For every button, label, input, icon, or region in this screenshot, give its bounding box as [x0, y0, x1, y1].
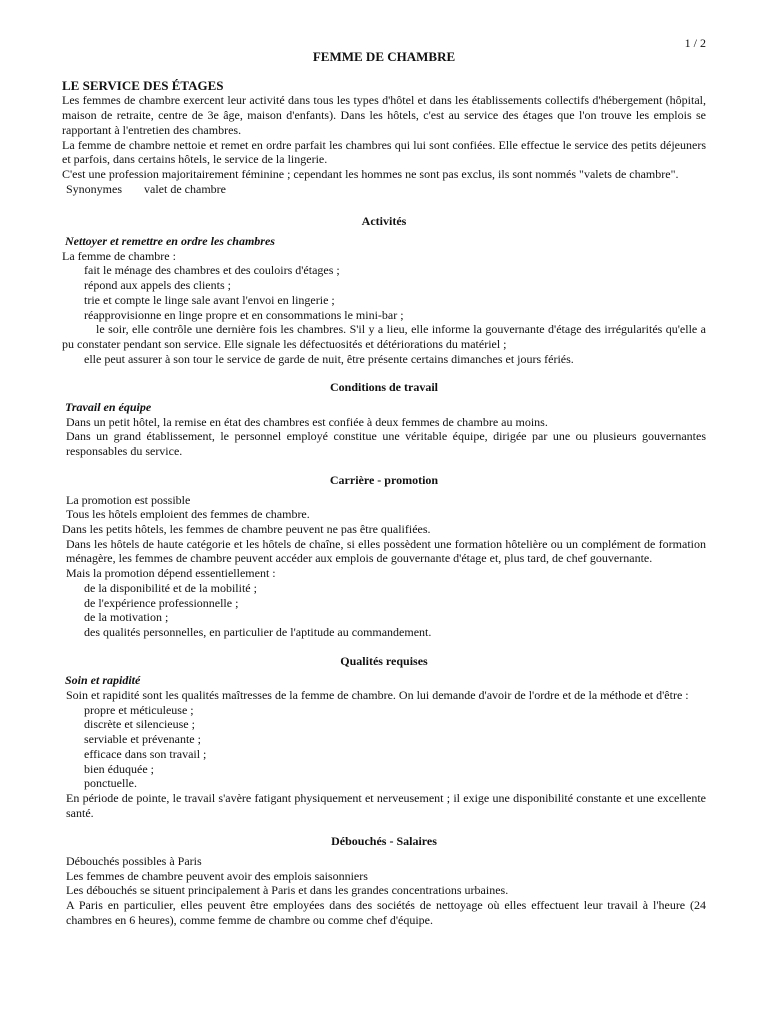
intro-paragraph: Les femmes de chambre exercent leur activité dans tous les types d'hôtel et dans les établissements collectifs d'hébergement (hôpital, maison de retraite, centre de 3e âge, maison d'enfants). Dans les hôtels, c'est au service des étages que l'on trouve les emplois se rapportant à l'entretien des chambres.	[62, 93, 706, 137]
subheading-qualites: Soin et rapidité	[65, 673, 141, 688]
subheading-activites: Nettoyer et remettre en ordre les chambres	[65, 234, 275, 249]
activites-lead: La femme de chambre :	[62, 248, 176, 263]
carriere-paragraph: Mais la promotion dépend essentiellement :	[66, 566, 276, 581]
section-heading-service: LE SERVICE DES ÉTAGES	[62, 77, 224, 93]
list-item: de la disponibilité et de la mobilité ;	[84, 580, 257, 595]
list-item: discrète et silencieuse ;	[84, 717, 195, 732]
list-item: serviable et prévenante ;	[84, 732, 201, 747]
document-body	[62, 50, 706, 928]
intro-paragraph: La femme de chambre nettoie et remet en ordre parfait les chambres qui lui sont confiées. Elle effectue le service des petits déjeuners et parfois, dans certains hôtels, le service de la lingerie.	[62, 137, 706, 167]
list-item: réapprovisionne en linge propre et en consommations le mini-bar ;	[84, 307, 404, 322]
conditions-paragraph: Dans un petit hôtel, la remise en état des chambres est confiée à deux femmes de chambre au moins.	[66, 414, 548, 429]
synonym-value: valet de chambre	[144, 181, 226, 196]
list-item: bien éduquée ;	[84, 761, 154, 776]
list-item: des qualités personnelles, en particulier de l'aptitude au commandement.	[84, 624, 432, 639]
document-title: FEMME DE CHAMBRE	[312, 49, 456, 64]
carriere-paragraph: Dans les petits hôtels, les femmes de chambre peuvent ne pas être qualifiées.	[62, 521, 431, 536]
debouches-paragraph: A Paris en particulier, elles peuvent être employées dans des sociétés de nettoyage où elles effectuent leur travail à l'heure (24 chambres en 6 heures), comme femme de chambre ou comme chef d'équipe.	[66, 898, 706, 927]
list-item: de l'expérience professionnelle ;	[84, 595, 239, 610]
list-item: propre et méticuleuse ;	[84, 702, 194, 717]
debouches-paragraph: Les femmes de chambre peuvent avoir des emplois saisonniers	[66, 868, 368, 883]
list-item: trie et compte le linge sale avant l'envoi en lingerie ;	[84, 292, 335, 307]
section-heading-debouches: Débouchés - Salaires	[331, 834, 437, 849]
intro-paragraph: C'est une profession majoritairement féminine ; cependant les hommes ne sont pas exclus, ils sont nommés "valets de chambre".	[62, 166, 679, 181]
subheading-conditions: Travail en équipe	[65, 400, 152, 415]
carriere-paragraph: Tous les hôtels emploient des femmes de chambre.	[66, 507, 310, 522]
synonyms-line	[62, 182, 706, 197]
list-item: efficace dans son travail ;	[84, 746, 207, 761]
list-item: fait le ménage des chambres et des couloirs d'étages ;	[84, 263, 340, 278]
activites-last: elle peut assurer à son tour le service de garde de nuit, être présente certains dimanches et jours fériés.	[84, 351, 574, 366]
carriere-paragraph: Dans les hôtels de haute catégorie et les hôtels de chaîne, si elles possèdent une formation hôtelière ou un complément de formation ménagère, les femmes de chambre peuvent accéder aux emplois de gouvernante d'étage et, plus tard, de chef gouvernante.	[66, 536, 706, 566]
list-item: de la motivation ;	[84, 610, 169, 625]
debouches-paragraph: Les débouchés se situent principalement à Paris et dans les grandes concentrations urbaines.	[66, 883, 509, 898]
carriere-paragraph: La promotion est possible	[66, 492, 191, 507]
list-item: répond aux appels des clients ;	[84, 278, 231, 293]
list-item: ponctuelle.	[84, 776, 137, 791]
qualites-closing: En période de pointe, le travail s'avère fatigant physiquement et nerveusement ; il exige une disponibilité constante et une excellente santé.	[66, 790, 706, 820]
debouches-paragraph: Débouchés possibles à Paris	[66, 854, 202, 869]
qualites-paragraph: Soin et rapidité sont les qualités maîtresses de la femme de chambre. On lui demande d'avoir de l'ordre et de la méthode et d'être :	[66, 688, 689, 703]
synonym-label: Synonymes	[66, 181, 123, 196]
section-heading-activites: Activités	[361, 214, 407, 229]
section-heading-conditions: Conditions de travail	[329, 380, 438, 395]
section-heading-carriere: Carrière - promotion	[329, 472, 439, 487]
activites-paragraph: le soir, elle contrôle une dernière fois les chambres. S'il y a lieu, elle informe la gouvernante d'étage des irrégularités qu'elle a pu constater pendant son service. Elle signale les défectuosités et détériorations du matériel ;	[62, 322, 706, 351]
page-number: 1 / 2	[684, 36, 706, 50]
section-heading-qualites: Qualités requises	[340, 653, 428, 668]
conditions-paragraph: Dans un grand établissement, le personnel employé constitue une véritable équipe, dirigée par une ou plusieurs gouvernantes responsables du service.	[66, 429, 706, 459]
